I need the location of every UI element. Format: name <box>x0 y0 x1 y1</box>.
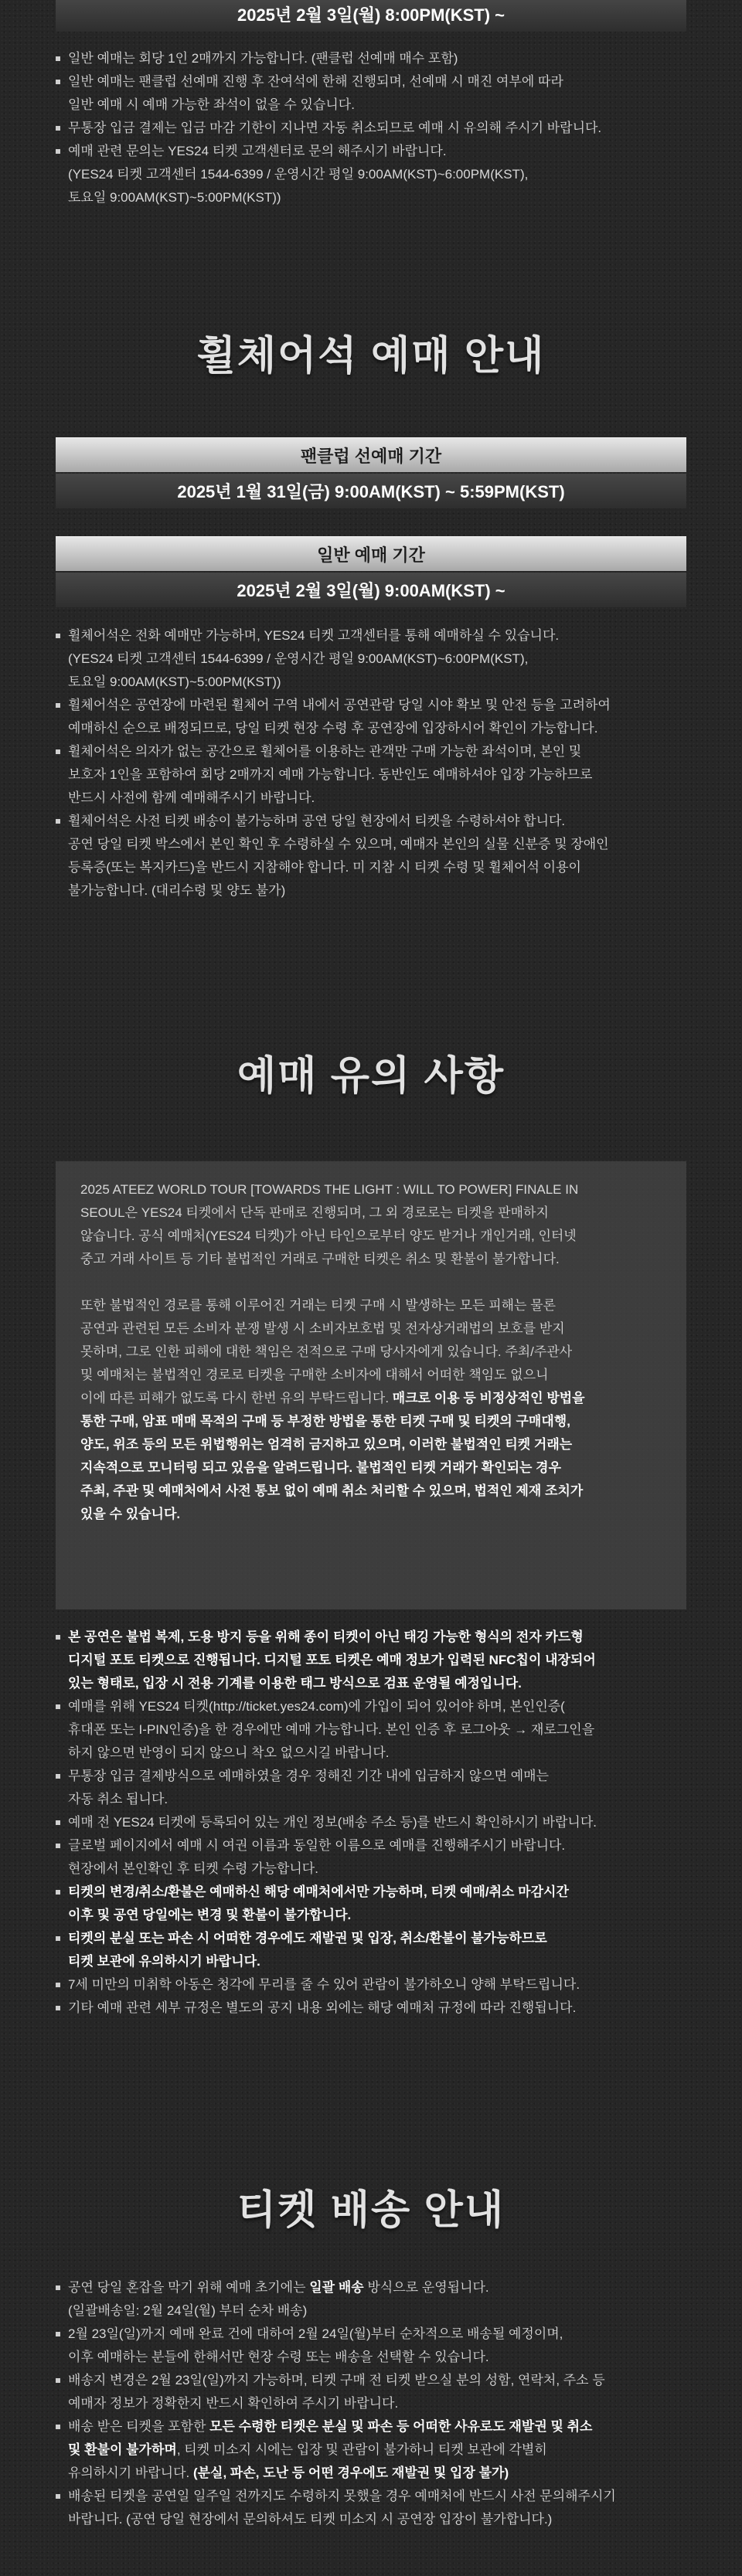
list-item-line: 7세 미만의 미취학 아동은 청각에 무리를 줄 수 있어 관람이 불가하오니 양해 부탁드립니다. <box>68 1977 580 1992</box>
list-item <box>56 47 686 70</box>
list-item-line: (YES24 티켓 고객센터 1544-6399 / 운영시간 평일 9:00AM(KST)~6:00PM(KST), <box>68 651 529 666</box>
list-item-line: 디지털 포토 티켓으로 진행됩니다. 디지털 포토 티켓은 예매 정보가 입력된 NFC칩이 내장되어 <box>68 1653 596 1667</box>
general-sale-label: 일반 예매 기간 <box>317 545 425 565</box>
notice-line: 공연과 관련된 모든 소비자 분쟁 발생 시 소비자보호법 및 전자상거래법의 보호를 받지 <box>80 1321 565 1336</box>
list-item-line: 일반 예매 시 예매 가능한 좌석이 없을 수 있습니다. <box>68 97 355 112</box>
wheelchair-section-title: 휠체어석 예매 안내 <box>196 334 546 379</box>
list-item-line: 휠체어석은 의자가 없는 공간으로 휠체어를 이용하는 관객만 구매 가능한 좌석이며, 본인 및 <box>68 744 582 759</box>
delivery-list <box>56 2276 686 2531</box>
list-item-line: 반드시 사전에 함께 예매해주시기 바랍니다. <box>68 790 315 805</box>
notice-line: 않습니다. 공식 예매처(YES24 티켓)가 아닌 타인으로부터 양도 받거나 개인거래, 인터넷 <box>80 1229 577 1243</box>
list-item-line: 휠체어석은 전화 예매만 가능하며, YES24 티켓 고객센터를 통해 예매하실 수 있습니다. <box>68 628 560 643</box>
general-sale-period-bar <box>56 0 686 32</box>
list-item-line: 일반 예매는 회당 1인 2매까지 가능합니다. (팬클럽 선예매 매수 포함) <box>68 51 458 66</box>
list-item <box>56 140 686 209</box>
list-item-line: 휠체어석은 사전 티켓 배송이 불가능하며 공연 당일 현장에서 티켓을 수령하셔야 합니다. <box>68 814 566 828</box>
list-item <box>56 1997 686 2020</box>
list-item-line: 이후 및 공연 당일에는 변경 및 환불이 불가합니다. <box>68 1908 352 1922</box>
list-item-line: 예매하신 순으로 배정되므로, 당일 티켓 현장 수령 후 공연장에 입장하시어 확인이 가능합니다. <box>68 721 598 736</box>
list-item: 배송지 변경은 2월 23일(일)까지 가능하며, 티켓 구매 전 티켓 받으실 분의 성함, 연락처, 주소 등 예매자 정보가 정확한지 반드시 확인하여 주시기 바랍니다. <box>56 2369 686 2415</box>
list-item-line: 예매 전 YES24 티켓에 등록되어 있는 개인 정보(배송 주소 등)를 반드시 확인하시기 바랍니다. <box>68 1815 597 1830</box>
list-item-line: 무통장 입금 결제는 입금 마감 기한이 지나면 자동 취소되므로 예매 시 유의해 주시기 바랍니다. <box>68 121 602 135</box>
list-item-line: 무통장 입금 결제방식으로 예매하였을 경우 정해진 기간 내에 입금하지 않으면 예매는 <box>68 1769 550 1783</box>
list-item <box>56 1881 686 1927</box>
notice-line: 통한 구매, 암표 매매 목적의 구매 등 부정한 방법을 통한 티켓 구매 및 티켓의 구매대행, <box>80 1414 570 1429</box>
notice-line: 2025 ATEEZ WORLD TOUR [TOWARDS THE LIGHT : WILL TO POWER] FINALE IN <box>80 1182 579 1197</box>
list-item-line: 예매를 위해 YES24 티켓(http://ticket.yes24.com)에 가입이 되어 있어야 하며, 본인인증( <box>68 1699 565 1714</box>
notice-line: 양도, 위조 등의 모든 위법행위는 엄격히 금지하고 있으며, 이러한 불법적인 티켓 거래는 <box>80 1437 573 1452</box>
delivery-section-title: 티켓 배송 안내 <box>237 2188 505 2233</box>
list-item-line: 티켓의 변경/취소/환불은 예매하신 해당 예매처에서만 가능하며, 티켓 예매/취소 마감시간 <box>68 1884 569 1899</box>
notice-line: 중고 거래 사이트 등 기타 불법적인 거래로 구매한 티켓은 취소 및 환불이 불가합니다. <box>80 1252 560 1266</box>
notice-line: SEOUL은 YES24 티켓에서 단독 판매로 진행되며, 그 외 경로로는 티켓을 판매하지 <box>80 1205 549 1220</box>
list-item-line: 자동 취소 됩니다. <box>68 1792 168 1806</box>
list-item-line: 보호자 1인을 포함하여 회당 2매까지 예매 가능합니다. 동반인도 예매하셔야 입장 가능하므로 <box>68 767 593 782</box>
general-sale-period: 2025년 2월 3일(월) 8:00PM(KST) ~ <box>237 5 505 25</box>
general-sale-notes <box>56 47 686 209</box>
list-item-line: 글로벌 페이지에서 예매 시 여권 이름과 동일한 이름으로 예매를 진행해주시기 바랍니다. <box>68 1838 566 1853</box>
list-item-line: 공연 당일 티켓 박스에서 본인 확인 후 수령하실 수 있으며, 예매자 본인의 실물 신분증 및 장애인 <box>68 837 609 851</box>
wheelchair-general-period: 2025년 2월 3일(월) 9:00AM(KST) ~ <box>237 581 505 600</box>
notice-line: 지속적으로 모니터링 되고 있음을 알려드립니다. 불법적인 티켓 거래가 확인되는 경우 <box>80 1460 562 1475</box>
list-item-line: 토요일 9:00AM(KST)~5:00PM(KST)) <box>68 190 281 205</box>
list-item-line: 티켓 보관에 유의하시기 바랍니다. <box>68 1954 260 1969</box>
list-item <box>56 70 686 117</box>
notice-line: 이에 따른 피해가 없도록 다시 한번 유의 부탁드립니다. 매크로 이용 등 비정상적인 방법을 <box>80 1391 585 1405</box>
notice-line: 및 예매처는 불법적인 경로로 티켓을 구매한 소비자에 대해서 어떠한 책임도 없으니 <box>80 1368 549 1382</box>
list-item <box>56 624 686 694</box>
notice-paragraph-2 <box>80 1294 662 1526</box>
fanclub-presale-period: 2025년 1월 31일(금) 9:00AM(KST) ~ 5:59PM(KST) <box>177 482 565 501</box>
list-item-line: 불가능합니다. (대리수령 및 양도 불가) <box>68 883 286 898</box>
notice-line: 있을 수 있습니다. <box>80 1507 181 1521</box>
list-item <box>56 1695 686 1765</box>
notice-list <box>56 1626 686 2020</box>
delivery-item-1-line-1: 공연 당일 혼잡을 막기 위해 예매 초기에는 일괄 배송 방식으로 운영됩니다. <box>68 2280 489 2295</box>
list-item <box>56 117 686 140</box>
notice-line: 주최, 주관 및 예매처에서 사전 통보 없이 예매 취소 처리할 수 있으며, 법적인 제재 조치가 <box>80 1483 584 1498</box>
list-item <box>56 2276 686 2323</box>
list-item-line: 티켓의 분실 또는 파손 시 어떠한 경우에도 재발권 및 입장, 취소/환불이 불가능하므로 <box>68 1931 547 1946</box>
general-sale-label-bar <box>56 536 686 571</box>
notice-paragraph-1 <box>80 1178 662 1271</box>
notice-box <box>56 1161 686 1609</box>
list-item <box>56 1811 686 1834</box>
list-item-line: 기타 예매 관련 세부 규정은 별도의 공지 내용 외에는 해당 예매처 규정에 따라 진행됩니다. <box>68 2000 577 2015</box>
fanclub-presale-label-bar <box>56 437 686 472</box>
list-item-line: 예매 관련 문의는 YES24 티켓 고객센터로 문의 해주시기 바랍니다. <box>68 144 447 158</box>
list-item <box>56 740 686 810</box>
wheelchair-general-period-bar <box>56 573 686 607</box>
list-item: 2월 23일(일)까지 예매 완료 건에 대하여 2월 24일(월)부터 순차적으로 배송될 예정이며, 이후 예매하는 분들에 한해서만 현장 수령 또는 배송을 선택할 수 있습니다. <box>56 2323 686 2369</box>
list-item-line: (YES24 티켓 고객센터 1544-6399 / 운영시간 평일 9:00AM(KST)~6:00PM(KST), <box>68 167 529 182</box>
notice-line: 또한 불법적인 경로를 통해 이루어진 거래는 티켓 구매 시 발생하는 모든 피해는 물론 <box>80 1298 556 1313</box>
list-item <box>56 1973 686 1997</box>
list-item: 배송 받은 티켓을 포함한 모든 수령한 티켓은 분실 및 파손 등 어떠한 사유로도 재발권 및 취소 및 환불이 불가하며, 티켓 미소지 시에는 입장 및 관람이 불가하니 티켓 보관에 각별히 유의하시기 바랍니다. (분실, 파손, 도난 등 어떤 경우에도 재발권 및 입장 불가) <box>56 2415 686 2485</box>
list-item: 배송된 티켓을 공연일 일주일 전까지도 수령하지 못했을 경우 예매처에 반드시 사전 문의해주시기 바랍니다. (공연 당일 현장에서 문의하셔도 티켓 미소지 시 공연장 입장이 불가합니다.) <box>56 2485 686 2531</box>
list-item-line: 하지 않으면 반영이 되지 않으니 착오 없으시길 바랍니다. <box>68 1745 390 1760</box>
list-item <box>56 810 686 902</box>
list-item-line: 본 공연은 불법 복제, 도용 방지 등을 위해 종이 티켓이 아닌 태깅 가능한 형식의 전자 카드형 <box>68 1630 584 1644</box>
list-item-line: 일반 예매는 팬클럽 선예매 진행 후 잔여석에 한해 진행되며, 선예매 시 매진 여부에 따라 <box>68 74 563 89</box>
list-item-line: 등록증(또는 복지카드)을 반드시 지참해야 합니다. 미 지참 시 티켓 수령 및 휠체어석 이용이 <box>68 860 581 875</box>
notice-line: 못하며, 그로 인한 피해에 대한 책임은 전적으로 구매 당사자에게 있습니다. 주최/주관사 <box>80 1344 573 1359</box>
wheelchair-notes <box>56 624 686 902</box>
list-item-line: 휴대폰 또는 I-PIN인증)을 한 경우에만 예매 가능합니다. 본인 인증 후 로그아웃 → 재로그인을 <box>68 1722 595 1737</box>
list-item <box>56 1626 686 1695</box>
list-item <box>56 694 686 740</box>
list-item-line: 휠체어석은 공연장에 마련된 휠체어 구역 내에서 공연관람 당일 시야 확보 및 안전 등을 고려하여 <box>68 698 611 712</box>
fanclub-presale-period-bar <box>56 474 686 508</box>
list-item <box>56 1927 686 1973</box>
delivery-item-1-line-2: (일괄배송일: 2월 24일(월) 부터 순차 배송) <box>68 2303 308 2318</box>
fanclub-presale-label: 팬클럽 선예매 기간 <box>300 446 442 466</box>
notice-section-title: 예매 유의 사항 <box>237 1054 505 1099</box>
list-item <box>56 1834 686 1881</box>
list-item <box>56 1765 686 1811</box>
list-item-line: 있는 형태로, 입장 시 전용 기계를 이용한 태그 방식으로 검표 운영될 예정입니다. <box>68 1676 522 1691</box>
list-item-line: 현장에서 본인확인 후 티켓 수령 가능합니다. <box>68 1861 318 1876</box>
list-item-line: 토요일 9:00AM(KST)~5:00PM(KST)) <box>68 675 281 689</box>
